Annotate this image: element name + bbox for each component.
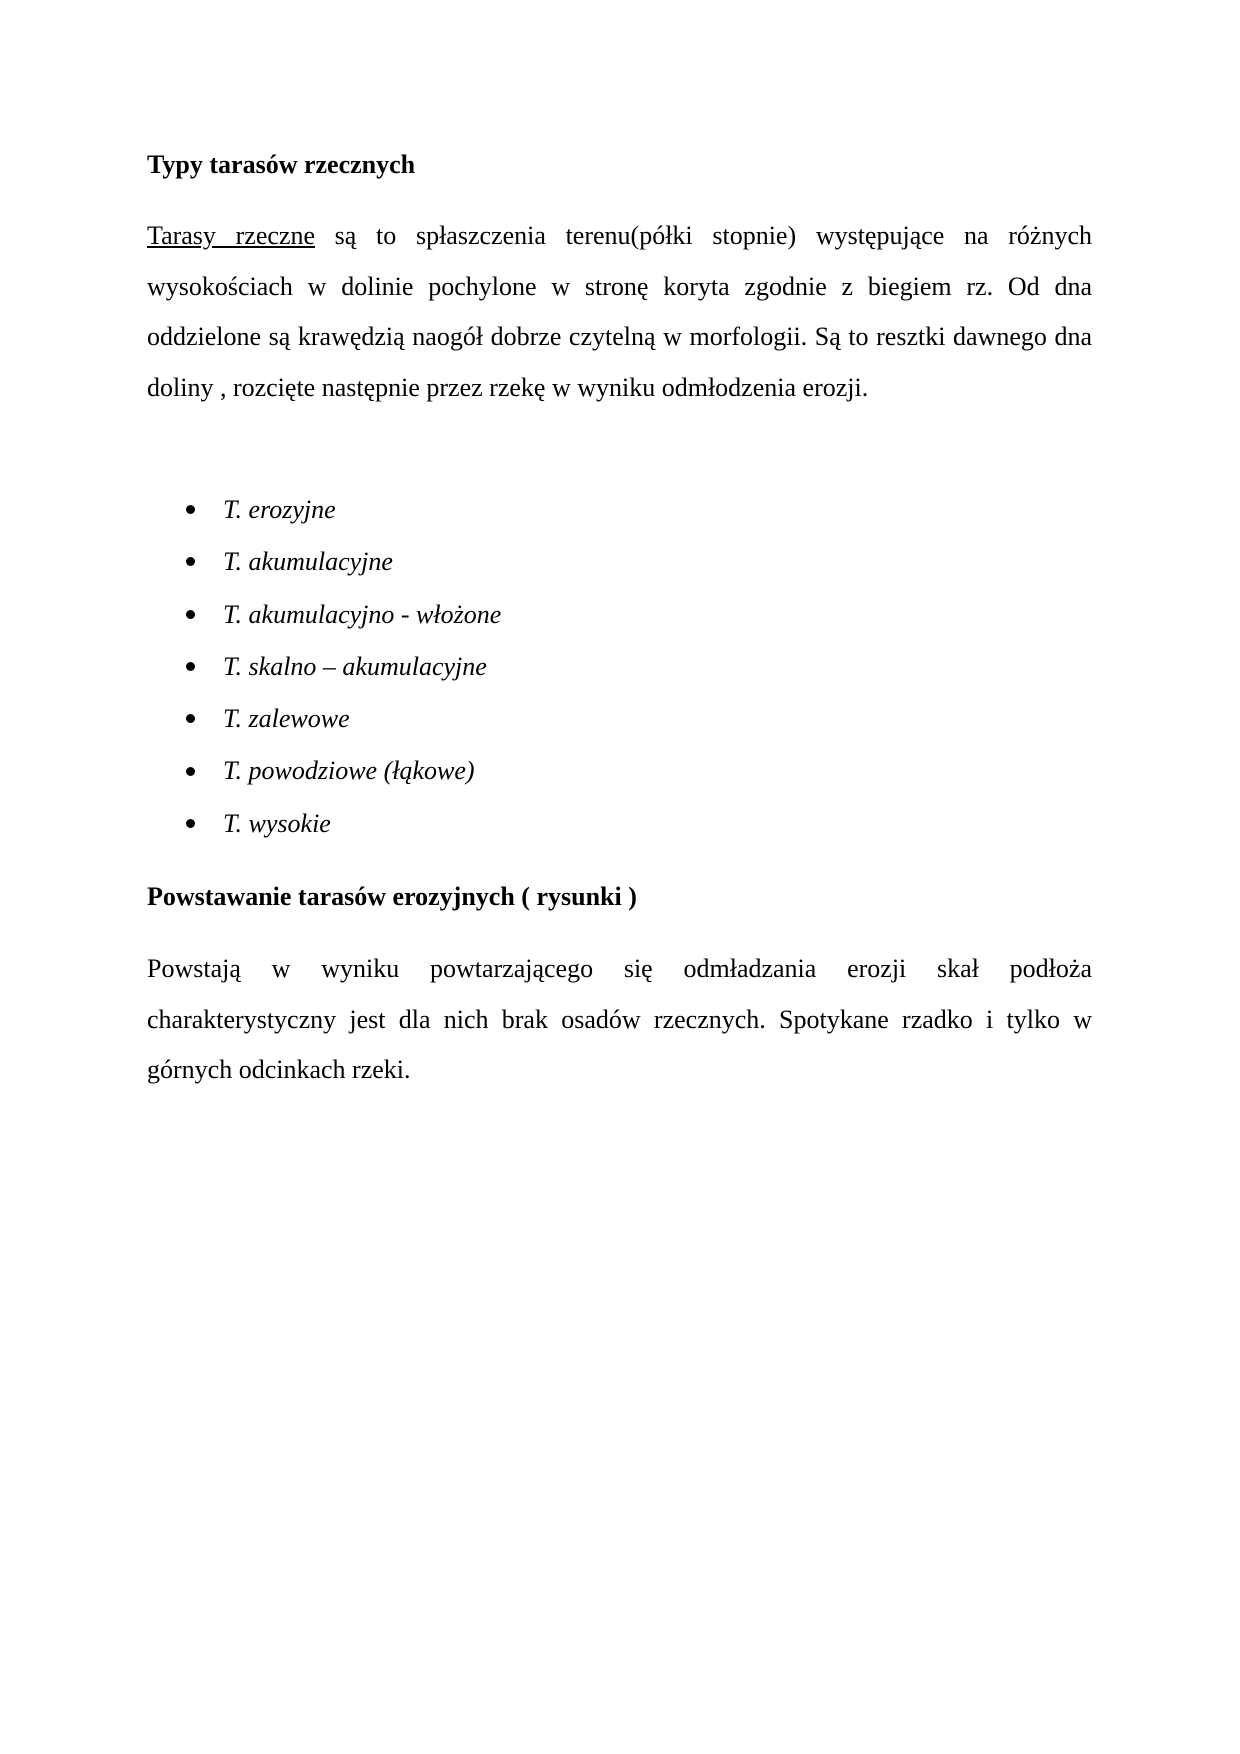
bullet-icon <box>186 819 195 828</box>
list-item-label: T. akumulacyjno - włożone <box>223 599 502 629</box>
list-item-label: T. akumulacyjne <box>223 547 393 577</box>
document-title: Typy tarasów rzecznych <box>147 150 416 179</box>
bullet-icon <box>186 662 195 671</box>
list-item-label: T. erozyjne <box>223 495 336 524</box>
list-item <box>147 589 501 641</box>
bullet-icon <box>186 767 195 776</box>
terrace-types-list <box>147 484 501 850</box>
list-item-label: T. powodziowe (łąkowe) <box>223 756 475 786</box>
section-paragraph: Powstają w wyniku powtarzającego się odmładzania erozji skał podłoża charakterystyczny jest dla nich brak osadów rzecznych. Spotykane rzadko i tylko w górnych odcinkach rzeki. <box>147 954 1092 1084</box>
bullet-icon <box>186 610 195 619</box>
list-item <box>147 798 501 850</box>
section-heading: Powstawanie tarasów erozyjnych ( rysunki ) <box>147 882 637 911</box>
list-item-label: T. skalno – akumulacyjne <box>223 651 487 681</box>
list-item-label: T. zalewowe <box>223 704 350 734</box>
intro-paragraph <box>147 211 1092 413</box>
list-item <box>147 641 501 693</box>
defined-term: Tarasy rzeczne <box>147 221 315 250</box>
bullet-icon <box>186 714 195 723</box>
bullet-icon <box>186 505 195 514</box>
bullet-icon <box>186 557 195 566</box>
list-item <box>147 536 501 588</box>
intro-paragraph-text: są to spłaszczenia terenu(półki stopnie) występujące na różnych wysokościach w dolinie pochylone w stronę koryta zgodnie z biegiem rz. Od dna oddzielone są krawędzią naogół dobrze czytelną w morfologii. Są to resztki dawnego dna doliny , rozcięte następnie przez rzekę w wyniku odmłodzenia erozji. <box>147 221 1092 402</box>
list-item <box>147 484 501 536</box>
list-item <box>147 745 501 797</box>
list-item <box>147 693 501 745</box>
list-item-label: T. wysokie <box>223 808 331 838</box>
